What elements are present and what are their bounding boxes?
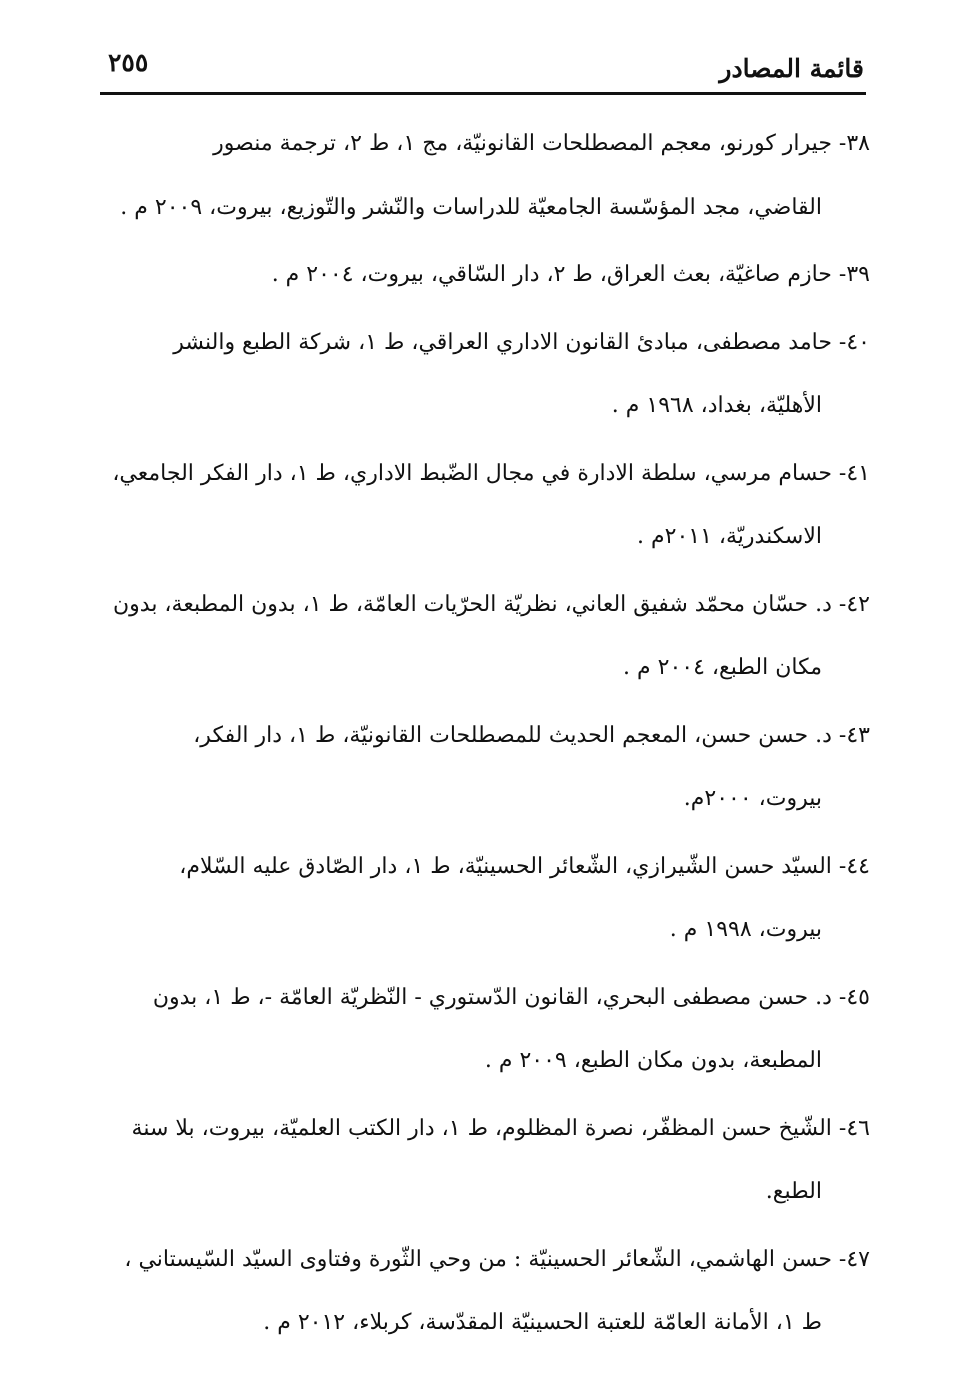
entry-first-line: ٤٦- الشّيخ حسن المظفّر، نصرة المظلوم، ط ١، دار الكتب العلميّة، بيروت، بلا سنة <box>131 1115 870 1141</box>
entry-number: ٤٣ <box>846 722 870 748</box>
bibliography-entry <box>100 112 870 239</box>
entry-first-line: ٤٠- حامد مصطفى، مبادئ القانون الاداري العراقي، ط ١، شركة الطبع والنشر <box>173 329 870 355</box>
page-number: ٢٥٥ <box>108 48 149 77</box>
entry-text: الشّيخ حسن المظفّر، نصرة المظلوم، ط ١، دار الكتب العلميّة، بيروت، بلا سنة <box>131 1115 832 1141</box>
bibliography-entry <box>100 243 870 307</box>
entry-text: د. حسن حسن، المعجم الحديث للمصطلحات القانونيّة، ط ١، دار الفكر، <box>193 722 832 748</box>
bibliography-entry <box>100 835 870 962</box>
bibliography-entry <box>100 1097 870 1224</box>
entry-first-line: ٤٥- د. حسن مصطفى البحري، القانون الدّستوري - النّظريّة العامّة -، ط ١، بدون <box>152 984 870 1010</box>
entry-continuation: الاسكندريّة، ٢٠١١م . <box>637 524 822 549</box>
entry-number: ٤٤ <box>846 853 870 879</box>
page-header <box>100 42 866 95</box>
entry-first-line: ٤٧- حسن الهاشمي، الشّعائر الحسينيّة : من وحي الثّورة وفتاوى السيّد السّيستاني ، <box>124 1246 870 1272</box>
bibliography-entry <box>100 573 870 700</box>
entry-first-line: ٤٤- السيّد حسن الشّيرازي، الشّعائر الحسينيّة، ط ١، دار الصّادق عليه السّلام، <box>179 853 870 879</box>
entry-text: حسام مرسي، سلطة الادارة في مجال الضّبط الاداري، ط ١، دار الفكر الجامعي، <box>112 460 832 486</box>
entry-number: ٤٧ <box>846 1246 870 1272</box>
entry-first-line: ٣٨- جيرار كورنو، معجم المصطلحات القانونيّة، مج ١، ط ٢، ترجمة منصور <box>213 131 870 156</box>
entry-continuation: مكان الطبع، ٢٠٠٤ م . <box>623 655 822 680</box>
entry-text: حسن الهاشمي، الشّعائر الحسينيّة : من وحي الثّورة وفتاوى السيّد السّيستاني ، <box>124 1246 832 1272</box>
entry-continuation: المطبعة، بدون مكان الطبع، ٢٠٠٩ م . <box>484 1048 822 1073</box>
entry-continuation: الأهليّة، بغداد، ١٩٦٨ م . <box>611 393 822 418</box>
entry-text: حازم صاغيّة، بعث العراق، ط ٢، دار السّاقي، بيروت، ٢٠٠٤ م . <box>271 262 832 287</box>
entry-text: السيّد حسن الشّيرازي، الشّعائر الحسينيّة، ط ١، دار الصّادق عليه السّلام، <box>179 853 832 879</box>
entry-number: ٣٨ <box>846 131 870 156</box>
bibliography-entry <box>100 442 870 569</box>
entry-continuation: بيروت، ١٩٩٨ م . <box>669 917 822 942</box>
entry-first-line: ٤٣- د. حسن حسن، المعجم الحديث للمصطلحات القانونيّة، ط ١، دار الفكر، <box>193 722 870 748</box>
entry-first-line: ٤١- حسام مرسي، سلطة الادارة في مجال الضّبط الاداري، ط ١، دار الفكر الجامعي، <box>112 460 870 486</box>
entry-number: ٤٢ <box>846 591 870 617</box>
entry-number: ٤٦ <box>846 1115 870 1141</box>
entry-text: د. حسّان محمّد شفيق العاني، نظريّة الحرّيات العامّة، ط ١، بدون المطبعة، بدون <box>112 591 832 617</box>
entry-continuation: ط ١، الأمانة العامّة للعتبة الحسينيّة المقدّسة، كربلاء، ٢٠١٢ م . <box>263 1310 822 1335</box>
entry-text: د. حسن مصطفى البحري، القانون الدّستوري - النّظريّة العامّة -، ط ١، بدون <box>152 984 832 1010</box>
entry-number: ٤٥ <box>846 984 870 1010</box>
bibliography-entry <box>100 1228 870 1355</box>
bibliography-entry <box>100 966 870 1093</box>
entry-number: ٤٠ <box>846 329 870 355</box>
entry-number: ٣٩ <box>846 262 870 287</box>
bibliography-entry <box>100 704 870 831</box>
entry-text: حامد مصطفى، مبادئ القانون الاداري العراقي، ط ١، شركة الطبع والنشر <box>173 329 832 355</box>
entry-continuation: القاضي، مجد المؤسّسة الجامعيّة للدراسات والنّشر والتّوزيع، بيروت، ٢٠٠٩ م . <box>120 194 822 220</box>
entry-continuation: الطبع. <box>765 1179 822 1204</box>
entry-text: جيرار كورنو، معجم المصطلحات القانونيّة، مج ١، ط ٢، ترجمة منصور <box>213 131 832 156</box>
entry-continuation: بيروت، ٢٠٠٠م. <box>683 786 822 811</box>
entry-first-line: ٣٩- حازم صاغيّة، بعث العراق، ط ٢، دار السّاقي، بيروت، ٢٠٠٤ م . <box>271 262 870 287</box>
entry-number: ٤١ <box>846 460 870 486</box>
section-title: قائمة المصادر <box>719 54 864 83</box>
entry-first-line: ٤٢- د. حسّان محمّد شفيق العاني، نظريّة الحرّيات العامّة، ط ١، بدون المطبعة، بدون <box>112 591 870 617</box>
bibliography-list <box>100 112 870 1359</box>
bibliography-entry <box>100 311 870 438</box>
